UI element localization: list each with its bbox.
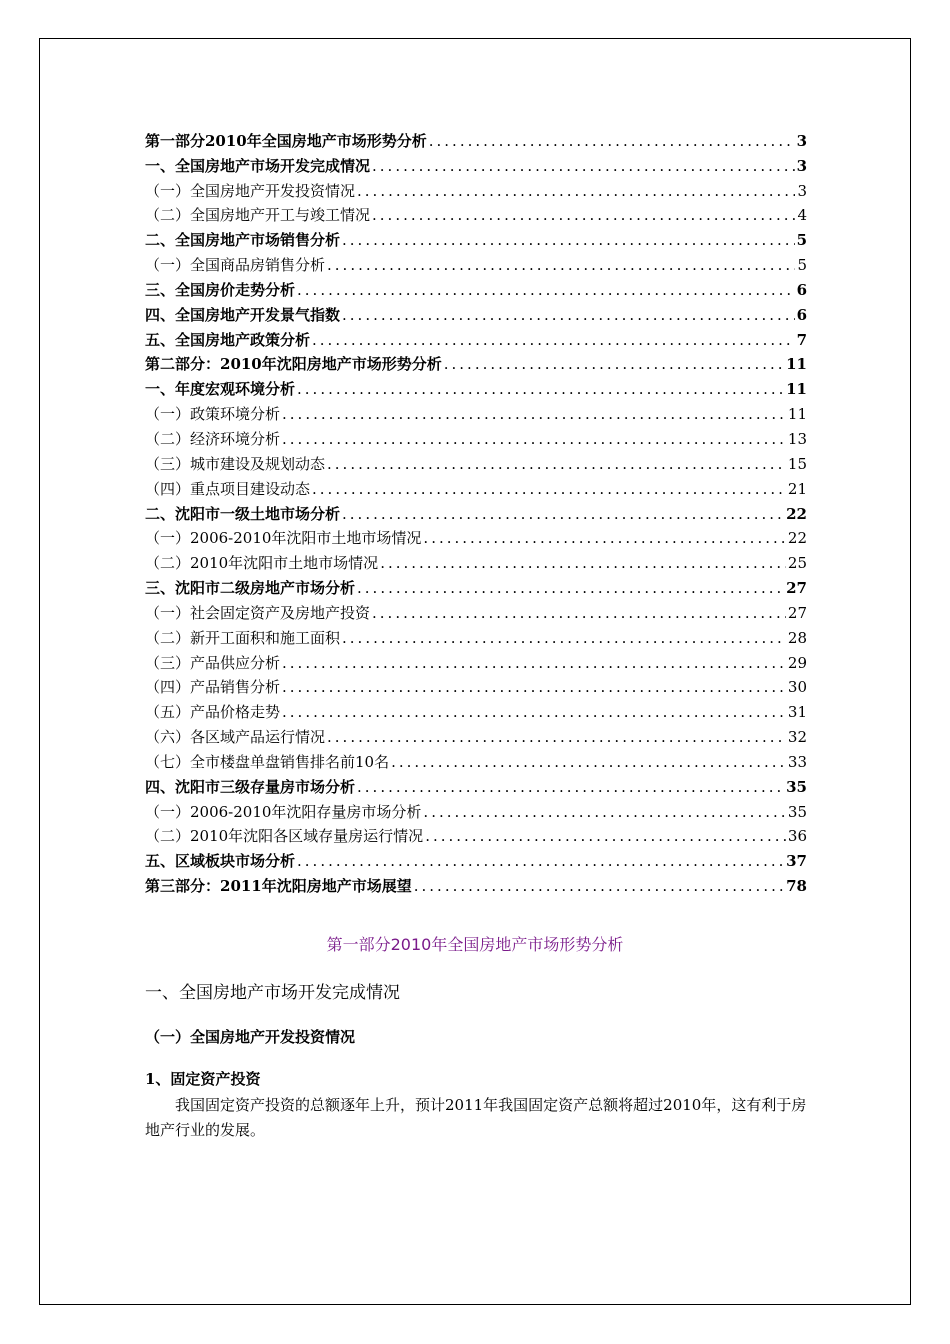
toc-page-number: 27 xyxy=(786,579,807,598)
toc-entry[interactable] xyxy=(145,822,807,847)
toc-dot-leader xyxy=(342,230,795,250)
section-title: 一、全国房地产市场开发完成情况 xyxy=(145,983,400,1003)
toc-dot-leader xyxy=(327,255,795,275)
toc-entry[interactable] xyxy=(145,573,807,598)
toc-entry[interactable] xyxy=(145,623,807,648)
toc-page-number: 6 xyxy=(796,280,807,299)
toc-dot-leader xyxy=(282,702,786,722)
toc-entry-title: （一）政策环境分析 xyxy=(145,405,281,424)
toc-entry[interactable] xyxy=(145,648,807,673)
toc-entry-title: 二、沈阳市一级土地市场分析 xyxy=(145,504,341,523)
toc-dot-leader xyxy=(380,553,786,573)
toc-page-number: 33 xyxy=(787,752,807,771)
toc-entry-title: 第二部分：2010年沈阳房地产市场形势分析 xyxy=(145,355,442,374)
toc-entry[interactable] xyxy=(145,499,807,524)
toc-page-number: 15 xyxy=(787,454,807,473)
toc-entry-title: 第三部分：2011年沈阳房地产市场展望 xyxy=(145,877,412,896)
toc-page-number: 25 xyxy=(787,554,807,573)
toc-entry-title: （三）城市建设及规划动态 xyxy=(145,454,326,473)
toc-entry-title: （一）全国房地产开发投资情况 xyxy=(145,181,356,200)
toc-dot-leader xyxy=(297,379,784,399)
toc-entry-title: 一、全国房地产市场开发完成情况 xyxy=(145,156,371,175)
toc-page-number: 35 xyxy=(787,802,807,821)
toc-page-number: 3 xyxy=(796,156,807,175)
toc-dot-leader xyxy=(425,826,786,846)
toc-entry-title: （六）各区域产品运行情况 xyxy=(145,728,326,747)
toc-entry-title: 五、全国房地产政策分析 xyxy=(145,330,311,349)
toc-entry[interactable] xyxy=(145,871,807,896)
toc-entry[interactable] xyxy=(145,697,807,722)
toc-entry[interactable] xyxy=(145,797,807,822)
toc-entry[interactable] xyxy=(145,250,807,275)
item-title: 1、固定资产投资 xyxy=(145,1070,261,1088)
toc-dot-leader xyxy=(423,528,785,548)
toc-dot-leader xyxy=(297,280,795,300)
toc-entry[interactable] xyxy=(145,449,807,474)
toc-entry[interactable] xyxy=(145,474,807,499)
toc-entry-title: （四）重点项目建设动态 xyxy=(145,479,311,498)
toc-page-number: 6 xyxy=(796,305,807,324)
toc-entry-title: （一）2006-2010年沈阳存量房市场分析 xyxy=(145,802,422,821)
toc-page-number: 22 xyxy=(787,529,807,548)
toc-page-number: 30 xyxy=(787,678,807,697)
toc-entry-title: （二）2010年沈阳各区域存量房运行情况 xyxy=(145,827,424,846)
toc-dot-leader xyxy=(372,603,786,623)
toc-dot-leader xyxy=(342,305,795,325)
toc-entry-title: 五、区域板块市场分析 xyxy=(145,852,296,871)
toc-page-number: 27 xyxy=(787,603,807,622)
toc-dot-leader xyxy=(414,876,784,896)
toc-dot-leader xyxy=(282,653,786,673)
toc-page-number: 29 xyxy=(787,653,807,672)
toc-dot-leader xyxy=(297,851,784,871)
toc-entry[interactable] xyxy=(145,747,807,772)
toc-entry[interactable] xyxy=(145,399,807,424)
toc-entry[interactable] xyxy=(145,598,807,623)
toc-entry[interactable] xyxy=(145,673,807,698)
toc-dot-leader xyxy=(327,727,786,747)
toc-page-number: 13 xyxy=(787,429,807,448)
toc-entry-title: （四）产品销售分析 xyxy=(145,678,281,697)
toc-entry[interactable] xyxy=(145,374,807,399)
table-of-contents xyxy=(145,126,807,896)
toc-page-number: 3 xyxy=(796,131,807,150)
toc-page-number: 21 xyxy=(787,479,807,498)
toc-entry-title: 第一部分2010年全国房地产市场形势分析 xyxy=(145,131,427,150)
toc-entry-title: （二）经济环境分析 xyxy=(145,429,281,448)
toc-entry[interactable] xyxy=(145,275,807,300)
part-title: 第一部分2010年全国房地产市场形势分析 xyxy=(326,935,624,954)
toc-page-number: 11 xyxy=(787,405,807,424)
toc-entry-title: （七）全市楼盘单盘销售排名前10名 xyxy=(145,752,390,771)
toc-page-number: 37 xyxy=(786,852,807,871)
toc-dot-leader xyxy=(312,330,795,350)
toc-page-number: 22 xyxy=(786,504,807,523)
toc-entry[interactable] xyxy=(145,325,807,350)
toc-dot-leader xyxy=(282,404,786,424)
toc-entry[interactable] xyxy=(145,176,807,201)
toc-entry[interactable] xyxy=(145,772,807,797)
toc-entry-title: （三）产品供应分析 xyxy=(145,653,281,672)
toc-page-number: 5 xyxy=(796,231,807,250)
toc-entry[interactable] xyxy=(145,846,807,871)
toc-dot-leader xyxy=(357,181,795,201)
toc-entry[interactable] xyxy=(145,151,807,176)
toc-entry[interactable] xyxy=(145,225,807,250)
toc-entry[interactable] xyxy=(145,300,807,325)
toc-dot-leader xyxy=(282,429,786,449)
toc-entry[interactable] xyxy=(145,548,807,573)
toc-page-number: 31 xyxy=(787,703,807,722)
toc-page-number: 5 xyxy=(797,256,807,275)
toc-page-number: 11 xyxy=(786,355,807,374)
toc-entry[interactable] xyxy=(145,126,807,151)
toc-entry-title: （二）2010年沈阳市土地市场情况 xyxy=(145,554,379,573)
toc-entry[interactable] xyxy=(145,524,807,549)
toc-page-number: 11 xyxy=(786,380,807,399)
toc-entry-title: 四、全国房地产开发景气指数 xyxy=(145,305,341,324)
toc-dot-leader xyxy=(357,578,784,598)
toc-dot-leader xyxy=(282,677,786,697)
toc-entry[interactable] xyxy=(145,424,807,449)
toc-dot-leader xyxy=(342,628,786,648)
toc-dot-leader xyxy=(357,777,784,797)
toc-dot-leader xyxy=(391,752,786,772)
toc-entry-title: 二、全国房地产市场销售分析 xyxy=(145,231,341,250)
toc-page-number: 7 xyxy=(796,330,807,349)
toc-entry-title: 四、沈阳市三级存量房市场分析 xyxy=(145,777,356,796)
toc-dot-leader xyxy=(429,131,795,151)
toc-page-number: 4 xyxy=(797,206,807,225)
toc-dot-leader xyxy=(312,479,786,499)
toc-dot-leader xyxy=(444,354,784,374)
toc-page-number: 28 xyxy=(787,628,807,647)
toc-page-number: 35 xyxy=(786,777,807,796)
toc-entry-title: （一）全国商品房销售分析 xyxy=(145,256,326,275)
body-paragraph: 我国固定资产投资的总额逐年上升，预计2011年我国固定资产总额将超过2010年，这有利于房地产行业的发展。 xyxy=(145,1096,807,1139)
toc-entry-title: （五）产品价格走势 xyxy=(145,703,281,722)
toc-entry[interactable] xyxy=(145,350,807,375)
toc-entry-title: （二）新开工面积和施工面积 xyxy=(145,628,341,647)
toc-page-number: 36 xyxy=(787,827,807,846)
toc-dot-leader xyxy=(372,205,795,225)
toc-dot-leader xyxy=(342,504,784,524)
toc-entry-title: 一、年度宏观环境分析 xyxy=(145,380,296,399)
toc-dot-leader xyxy=(423,802,785,822)
toc-entry-title: （二）全国房地产开工与竣工情况 xyxy=(145,206,371,225)
toc-entry[interactable] xyxy=(145,201,807,226)
toc-entry-title: 三、全国房价走势分析 xyxy=(145,280,296,299)
toc-page-number: 3 xyxy=(797,181,807,200)
toc-entry-title: 三、沈阳市二级房地产市场分析 xyxy=(145,579,356,598)
toc-entry-title: （一）2006-2010年沈阳市土地市场情况 xyxy=(145,529,422,548)
toc-page-number: 32 xyxy=(787,728,807,747)
toc-entry-title: （一）社会固定资产及房地产投资 xyxy=(145,603,371,622)
subsection-title: （一）全国房地产开发投资情况 xyxy=(145,1028,356,1046)
toc-dot-leader xyxy=(327,454,786,474)
toc-page-number: 78 xyxy=(786,877,807,896)
toc-entry[interactable] xyxy=(145,722,807,747)
toc-dot-leader xyxy=(372,156,795,176)
